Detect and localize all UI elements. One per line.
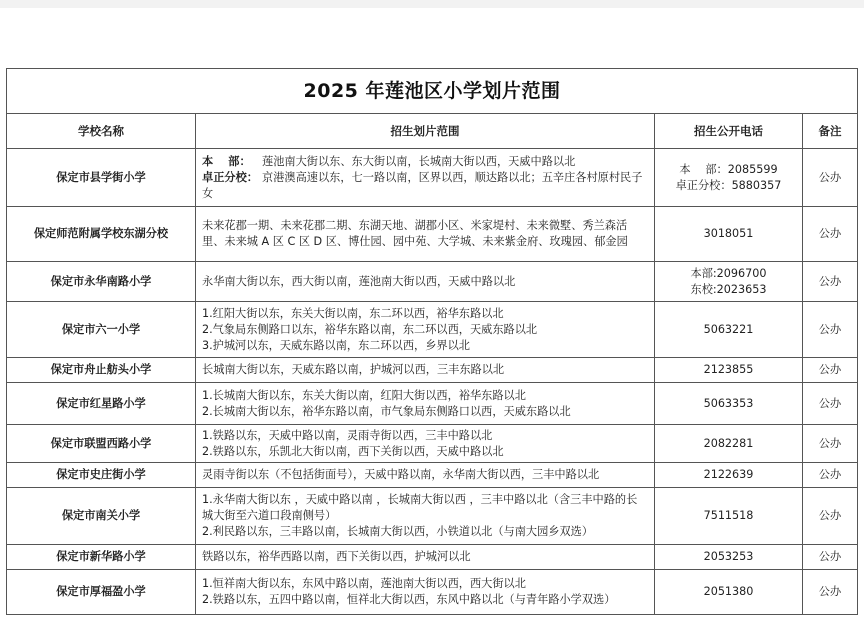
zone-line: 1.恒祥南大街以东，东风中路以南，莲池南大街以西，西大街以北 [202, 577, 526, 590]
zone-line: 1.铁路以东，天威中路以南，灵雨寺街以西，三丰中路以北 [202, 428, 493, 442]
school-name: 保定市厚福盈小学 [7, 570, 196, 615]
school-name: 保定市联盟西路小学 [7, 425, 196, 463]
zone-line: 1.红阳大街以东，东关大街以南，东二环以西，裕华东路以北 [202, 306, 504, 320]
school-name: 保定师范附属学校东湖分校 [7, 207, 196, 262]
table-row [7, 463, 858, 488]
zone-cell [196, 207, 655, 262]
school-name: 保定市红星路小学 [7, 383, 196, 425]
phone-label: 东校: [690, 282, 717, 296]
title-row [7, 69, 858, 114]
phone-line [661, 282, 796, 298]
table-row [7, 570, 858, 615]
table-row [7, 545, 858, 570]
zone-line: 2.铁路以东，五四中路以南，恒祥北大街以西，东风中路以北（与青年路小学双选） [202, 593, 616, 606]
header-row [7, 114, 858, 149]
zone-label: 本 部： [202, 154, 251, 168]
header-zone: 招生划片范围 [196, 114, 655, 149]
zone-cell [196, 570, 655, 615]
phone-line [661, 162, 796, 178]
zone-line [202, 170, 648, 202]
phone-cell: 5063221 [655, 302, 803, 358]
zone-line: 2.长城南大街以东，裕华东路以南，市气象局东侧路口以西，天威东路以北 [202, 404, 571, 418]
phone-cell: 2122639 [655, 463, 803, 488]
phone-cell: 2123855 [655, 358, 803, 383]
phone-label: 本部: [690, 266, 717, 280]
table-row [7, 207, 858, 262]
school-name: 保定市南关小学 [7, 488, 196, 545]
remark-cell: 公办 [803, 383, 858, 425]
remark-cell: 公办 [803, 545, 858, 570]
table-row [7, 358, 858, 383]
zone-cell [196, 488, 655, 545]
phone-value: 2096700 [716, 266, 767, 280]
remark-cell: 公办 [803, 262, 858, 302]
remark-cell: 公办 [803, 358, 858, 383]
zone-line: 未来花郡一期、未来花郡二期、东湖天地、湖郡小区、米家堤村、未来微墅、秀兰森活里、未来城 A 区 C 区 D 区、博仕园、园中苑、大学城、未来紫金府、玫瑰园、郁金园 [202, 219, 628, 248]
zone-line: 长城南大街以东，天威东路以南，护城河以西，三丰东路以北 [202, 363, 505, 376]
phone-cell: 7511518 [655, 488, 803, 545]
top-band [0, 0, 864, 8]
remark-cell: 公办 [803, 207, 858, 262]
zone-cell [196, 463, 655, 488]
zone-line: 2.利民路以东，三丰路以南，长城南大街以西，小铁道以北（与南大园乡双选） [202, 525, 594, 538]
table-row [7, 262, 858, 302]
zone-cell [196, 383, 655, 425]
phone-cell: 2053253 [655, 545, 803, 570]
phone-cell: 2082281 [655, 425, 803, 463]
phone-value: 5880357 [731, 178, 782, 192]
zone-cell [196, 149, 655, 207]
phone-value: 2085599 [727, 162, 778, 176]
table-row [7, 488, 858, 545]
phone-cell [655, 262, 803, 302]
school-name: 保定市史庄街小学 [7, 463, 196, 488]
zone-line: 铁路以东，裕华西路以南，西下关街以西，护城河以北 [202, 550, 471, 563]
school-name: 保定市永华南路小学 [7, 262, 196, 302]
zone-cell [196, 545, 655, 570]
zone-cell [196, 302, 655, 358]
table-row [7, 302, 858, 358]
phone-value: 2023653 [716, 282, 767, 296]
phone-line [661, 266, 796, 282]
table-row [7, 425, 858, 463]
zone-cell [196, 262, 655, 302]
remark-cell: 公办 [803, 149, 858, 207]
phone-cell: 2051380 [655, 570, 803, 615]
phone-label: 卓正分校： [675, 178, 732, 192]
remark-cell: 公办 [803, 463, 858, 488]
remark-cell: 公办 [803, 425, 858, 463]
zone-cell [196, 425, 655, 463]
phone-cell: 3018051 [655, 207, 803, 262]
header-phone: 招生公开电话 [655, 114, 803, 149]
table-row [7, 383, 858, 425]
zone-line: 永华南大街以东，西大街以南，莲池南大街以西，天威中路以北 [202, 274, 516, 288]
enrollment-zone-table [6, 68, 858, 615]
table-row [7, 149, 858, 207]
phone-cell: 5063353 [655, 383, 803, 425]
school-name: 保定市舟止舫头小学 [7, 358, 196, 383]
zone-cell [196, 358, 655, 383]
zone-line: 2.铁路以东，乐凯北大街以南，西下关街以西，天威中路以北 [202, 444, 504, 458]
zone-text: 京港澳高速以东，七一路以南，区界以西，顺达路以北；五辛庄各村原村民子女 [202, 170, 643, 200]
zone-line [202, 154, 648, 170]
header-remark: 备注 [803, 114, 858, 149]
school-name: 保定市县学街小学 [7, 149, 196, 207]
remark-cell: 公办 [803, 302, 858, 358]
phone-line [661, 178, 796, 194]
zone-line: 3.护城河以东，天威东路以南，东二环以西，乡界以北 [202, 338, 470, 352]
header-school: 学校名称 [7, 114, 196, 149]
zone-line: 1.长城南大街以东，东关大街以南，红阳大街以西，裕华东路以北 [202, 388, 526, 402]
table-title: 2025 年莲池区小学划片范围 [7, 69, 858, 114]
zone-text: 莲池南大街以东、东大街以南，长城南大街以西，天威中路以北 [262, 154, 576, 168]
zone-line: 1.永华南大街以东 ，天威中路以南 ，长城南大街以西 ，三丰中路以北（含三丰中路的长城大街至六道口段南侧号） [202, 493, 638, 522]
school-name: 保定市新华路小学 [7, 545, 196, 570]
remark-cell: 公办 [803, 570, 858, 615]
zone-line: 灵雨寺街以东（不包括街面号），天威中路以南，永华南大街以西，三丰中路以北 [202, 468, 600, 481]
phone-label: 本 部： [679, 162, 728, 176]
zone-label: 卓正分校： [202, 170, 258, 184]
school-name: 保定市六一小学 [7, 302, 196, 358]
phone-cell [655, 149, 803, 207]
zone-line: 2.气象局东侧路口以东，裕华东路以南，东二环以西，天威东路以北 [202, 322, 538, 336]
remark-cell: 公办 [803, 488, 858, 545]
